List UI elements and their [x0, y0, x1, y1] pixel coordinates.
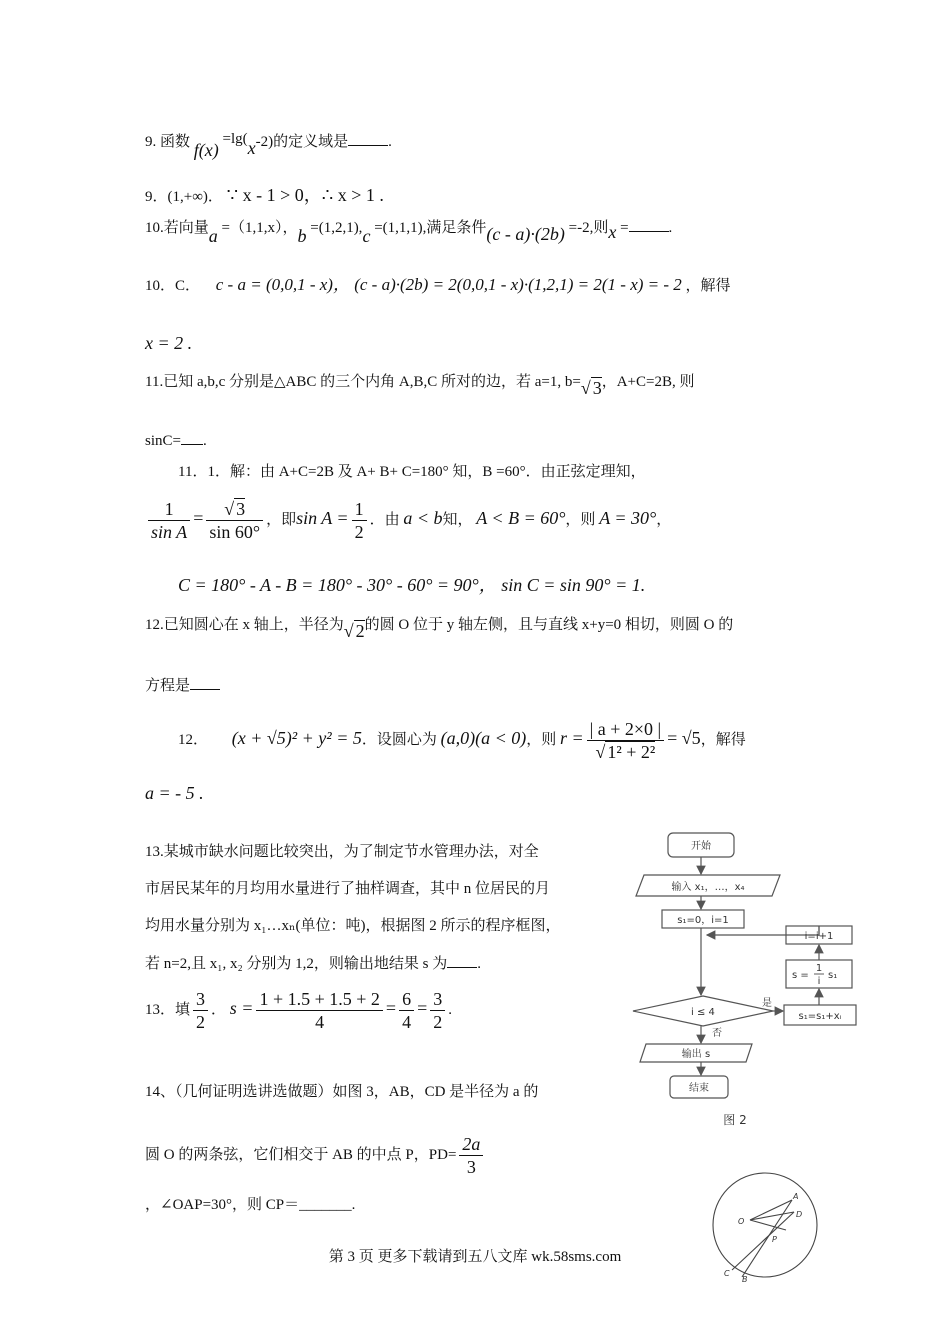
q12-stem: 12.已知圆心在 x 轴上，半径为√ 2的圆 O 位于 y 轴左侧，且与直线 x+y=0 相切，则圆 O 的: [145, 617, 734, 641]
q11-blank: [181, 430, 203, 445]
label-a: A: [793, 1192, 799, 1201]
flow-mean-den: i: [817, 976, 821, 987]
q11-stem-2: sinC= .: [145, 430, 207, 451]
q10-stem: 10.若向量a =（1,1,x），b =(1,2,1),c =(1,1,1),满足条件(c - a)·(2b) =-2,则x = .: [145, 216, 672, 238]
q13-line-2: 市居民某年的月均用水量进行了抽样调查，其中 n 位居民的月: [145, 881, 551, 897]
q11-solution-1: 11．1．解：由 A+C=2B 及 A+ B+ C=180° 知，B =60°．由正弦定理知，: [178, 464, 646, 480]
q12-blank: [190, 675, 220, 690]
q12-answer-x: a = - 5 .: [145, 783, 204, 803]
q9-blank: [348, 131, 388, 146]
q11-solution-2: $\frac{1}{\text{sin A}}$ = $\frac{√ 3}{\sin 60^\circ}$ ，即sin A = $\frac{1}{2}$ ．由 a < b知， A < B = 60°，则 A = 30°，: [145, 498, 671, 543]
circle-figure: [700, 1170, 830, 1285]
q12-answer: 12． (x + √5)² + y² = 5．设圆心为 (a,0)(a < 0)，则 r = $\frac{| a + 2\times 0 |}{\text{√ 1² + 2²}}$ = √5，解得: [178, 719, 746, 762]
flow-init-label: s₁=0，i=1: [677, 915, 729, 926]
q13-line-3: 均用水量分别为 x₁…xₙ(单位：吨)，根据图 2 所示的程序框图，: [145, 918, 561, 934]
q12-stem-2: 方程是: [145, 675, 220, 696]
label-p: P: [772, 1235, 777, 1244]
flow-cond-label: i ≤ 4: [691, 1007, 715, 1018]
flow-incr-label: i=i+1: [804, 931, 834, 942]
label-b: B: [742, 1275, 748, 1284]
q14-line-3: ，∠OAP=30°，则 CP＝_______.: [145, 1197, 356, 1213]
q10-answer-x: x = 2 .: [145, 333, 193, 353]
page-footer: 第 3 页 更多下载请到五八文库 wk.58sms.com: [328, 1249, 622, 1265]
q9-stem: 9. 函数 f(x) =lg(x-2)的定义域是 .: [145, 131, 392, 160]
q11-solution-3: C = 180° - A - B = 180° - 30° - 60° = 90°， sin C = sin 90° = 1.: [178, 575, 646, 595]
q13-answer: 13．填 $\frac{3}{2}$ ． s = $\frac{1 + 1.5 + 1.5 + 2}{4}$ = $\frac{6}{4}$ = $\frac{3}{2}$ .: [145, 989, 452, 1032]
flowchart-figure: [628, 828, 868, 1133]
flow-input-label: 输入 x₁，…，x₄: [671, 882, 745, 893]
label-c: C: [724, 1269, 730, 1278]
flow-mean-num: 1: [815, 963, 823, 974]
q9-answer: 9．(1,+∞)． ∵ x - 1 > 0，∴ x > 1 .: [145, 185, 384, 205]
q13-line-4: 若 n=2,且 x₁, x₂ 分别为 1,2，则输出地结果 s 为 .: [145, 953, 481, 974]
flow-start-label: 开始: [691, 841, 711, 852]
q14-line-2: 圆 O 的两条弦，它们相交于 AB 的中点 P，PD= $\frac{2a}{3}$: [145, 1133, 486, 1178]
label-d: D: [796, 1210, 803, 1219]
q13-line-1: 13.某城市缺水问题比较突出，为了制定节水管理办法，对全: [145, 844, 539, 860]
label-o: O: [738, 1217, 745, 1226]
q13-blank: [447, 953, 477, 968]
flow-mean-left: s =: [792, 970, 809, 981]
flow-yes-label: 是: [762, 998, 772, 1009]
flow-sum-label: s₁=s₁+xᵢ: [798, 1011, 842, 1022]
flow-end-label: 结束: [689, 1083, 709, 1094]
q10-blank: [629, 217, 669, 232]
flow-mean-right: s₁: [828, 970, 838, 981]
q11-stem: 11.已知 a,b,c 分别是△ABC 的三个内角 A,B,C 所对的边，若 a=1, b=√ 3，A+C=2B, 则: [145, 374, 695, 398]
q14-line-1: 14、（几何证明选讲选做题）如图 3，AB，CD 是半径为 a 的: [145, 1084, 539, 1100]
q10-answer: 10．C． c - a = (0,0,1 - x)， (c - a)·(2b) = 2(0,0,1 - x)·(1,2,1) = 2(1 - x) = - 2 ，解得: [145, 275, 731, 294]
flow-no-label: 否: [712, 1028, 722, 1039]
flow-output-label: 输出 s: [681, 1049, 711, 1060]
flow-caption: 图 2: [723, 1113, 747, 1127]
